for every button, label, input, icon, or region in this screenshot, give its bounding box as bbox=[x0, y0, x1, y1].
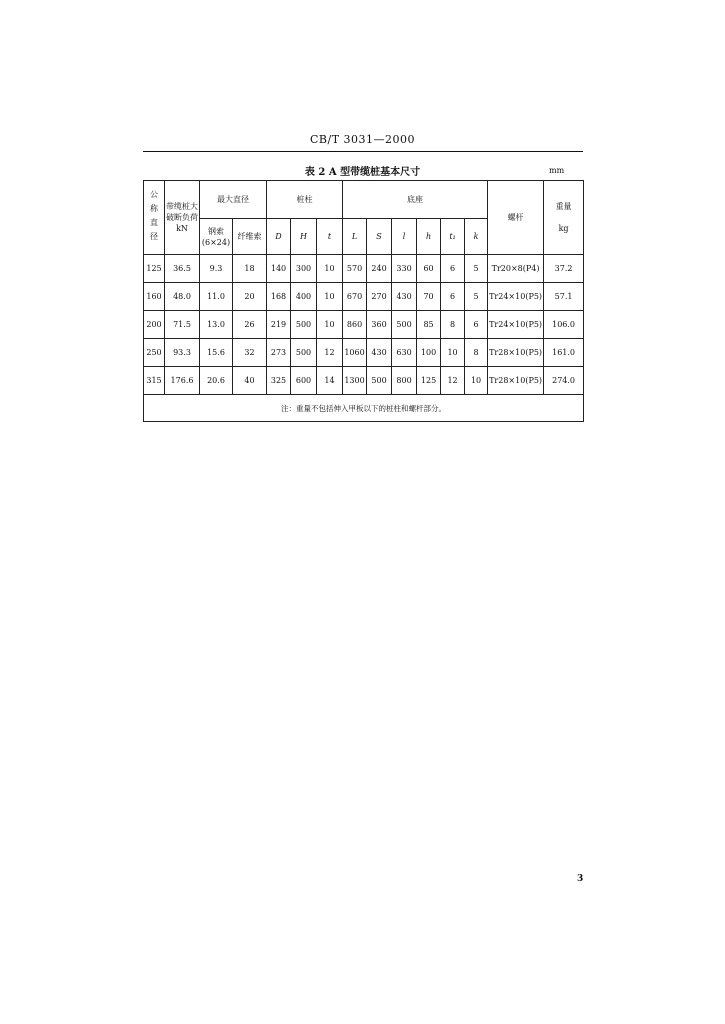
table-cell: 570 bbox=[343, 255, 367, 283]
table-cell: 430 bbox=[392, 283, 417, 311]
table-cell: 274.0 bbox=[544, 367, 584, 395]
table-cell: 325 bbox=[267, 367, 291, 395]
table-cell: 10 bbox=[465, 367, 488, 395]
table-cell: 315 bbox=[144, 367, 165, 395]
table-cell: 6 bbox=[441, 255, 465, 283]
header-base: 底座 bbox=[343, 181, 488, 219]
table-cell: 26 bbox=[233, 311, 267, 339]
table-cell: Tr28×10(P5) bbox=[488, 339, 544, 367]
table-cell: 500 bbox=[367, 367, 392, 395]
table-cell: 57.1 bbox=[544, 283, 584, 311]
table-cell: 360 bbox=[367, 311, 392, 339]
header-screw: 螺杆 bbox=[488, 181, 544, 255]
document-code: CB/T 3031—2000 bbox=[309, 133, 416, 146]
table-cell: 14 bbox=[317, 367, 343, 395]
table-cell: 40 bbox=[233, 367, 267, 395]
header-D: D bbox=[267, 219, 291, 255]
page-number: 3 bbox=[577, 874, 584, 884]
table-cell: 93.3 bbox=[165, 339, 200, 367]
table-cell: Tr24×10(P5) bbox=[488, 311, 544, 339]
table-row bbox=[144, 311, 584, 339]
table-cell: 270 bbox=[367, 283, 392, 311]
table-row bbox=[144, 367, 584, 395]
wire-rope-label: 钢索 bbox=[208, 226, 224, 236]
header-weight bbox=[544, 181, 584, 255]
table-cell: 20 bbox=[233, 283, 267, 311]
table-cell: 1060 bbox=[343, 339, 367, 367]
table-cell: 18 bbox=[233, 255, 267, 283]
table-cell: Tr20×8(P4) bbox=[488, 255, 544, 283]
table-row bbox=[144, 255, 584, 283]
table-cell: 36.5 bbox=[165, 255, 200, 283]
table-cell: 240 bbox=[367, 255, 392, 283]
table-row bbox=[144, 283, 584, 311]
header-nominal-diameter: 公称直径 bbox=[144, 181, 165, 255]
table-cell: 500 bbox=[291, 311, 317, 339]
table-caption: 表 2 A 型带缆桩基本尺寸 bbox=[304, 167, 421, 178]
table-cell: 168 bbox=[267, 283, 291, 311]
header-H: H bbox=[291, 219, 317, 255]
max-load-label: 带缆桩大破断负荷 bbox=[166, 202, 198, 222]
table-cell: 1300 bbox=[343, 367, 367, 395]
table-cell: 10 bbox=[317, 283, 343, 311]
wire-rope-spec: (6×24) bbox=[201, 237, 231, 247]
table-cell: 430 bbox=[367, 339, 392, 367]
table-cell: 140 bbox=[267, 255, 291, 283]
header-S: S bbox=[367, 219, 392, 255]
table-cell: 10 bbox=[317, 255, 343, 283]
table-cell: 330 bbox=[392, 255, 417, 283]
table-cell: 100 bbox=[417, 339, 441, 367]
table-cell: 200 bbox=[144, 311, 165, 339]
header-t1: t₁ bbox=[441, 219, 465, 255]
table-cell: 8 bbox=[465, 339, 488, 367]
table-cell: 71.5 bbox=[165, 311, 200, 339]
table-cell: 125 bbox=[144, 255, 165, 283]
table-cell: 500 bbox=[392, 311, 417, 339]
table-note: 注：重量不包括伸入甲板以下的桩柱和螺杆部分。 bbox=[144, 395, 584, 422]
table-cell: 70 bbox=[417, 283, 441, 311]
table-cell: 5 bbox=[465, 283, 488, 311]
table-cell: 600 bbox=[291, 367, 317, 395]
header-rule bbox=[143, 151, 583, 152]
table-cell: Tr28×10(P5) bbox=[488, 367, 544, 395]
header-wire-rope bbox=[200, 219, 233, 255]
header-L: L bbox=[343, 219, 367, 255]
table-row bbox=[144, 339, 584, 367]
table-cell: 13.0 bbox=[200, 311, 233, 339]
table-cell: 60 bbox=[417, 255, 441, 283]
table-cell: 10 bbox=[441, 339, 465, 367]
table-cell: 160 bbox=[144, 283, 165, 311]
table-cell: 6 bbox=[441, 283, 465, 311]
table-cell: 9.3 bbox=[200, 255, 233, 283]
header-post: 桩柱 bbox=[267, 181, 343, 219]
weight-unit: kg bbox=[558, 224, 569, 233]
table-cell: 860 bbox=[343, 311, 367, 339]
table-cell: 15.6 bbox=[200, 339, 233, 367]
table-cell: 8 bbox=[441, 311, 465, 339]
dimension-table bbox=[143, 180, 584, 422]
table-cell: 630 bbox=[392, 339, 417, 367]
table-cell: 300 bbox=[291, 255, 317, 283]
table-cell: 273 bbox=[267, 339, 291, 367]
header-t: t bbox=[317, 219, 343, 255]
header-h: h bbox=[417, 219, 441, 255]
table-cell: 48.0 bbox=[165, 283, 200, 311]
table-cell: 32 bbox=[233, 339, 267, 367]
table-cell: 250 bbox=[144, 339, 165, 367]
table-cell: 161.0 bbox=[544, 339, 584, 367]
table-cell: 125 bbox=[417, 367, 441, 395]
table-cell: 800 bbox=[392, 367, 417, 395]
table-cell: 5 bbox=[465, 255, 488, 283]
header-max-diameter: 最大直径 bbox=[200, 181, 267, 219]
table-cell: 6 bbox=[465, 311, 488, 339]
table-cell: 400 bbox=[291, 283, 317, 311]
table-cell: 670 bbox=[343, 283, 367, 311]
header-k: k bbox=[465, 219, 488, 255]
table-cell: 20.6 bbox=[200, 367, 233, 395]
table-cell: 37.2 bbox=[544, 255, 584, 283]
header-fiber-rope: 纤维索 bbox=[233, 219, 267, 255]
table-cell: 12 bbox=[317, 339, 343, 367]
table-cell: 85 bbox=[417, 311, 441, 339]
max-load-unit: kN bbox=[176, 224, 188, 233]
table-cell: 106.0 bbox=[544, 311, 584, 339]
table-cell: 11.0 bbox=[200, 283, 233, 311]
table-cell: 12 bbox=[441, 367, 465, 395]
header-max-load bbox=[165, 181, 200, 255]
unit-label: mm bbox=[549, 166, 565, 175]
table-cell: 500 bbox=[291, 339, 317, 367]
weight-label: 重量 bbox=[555, 202, 572, 211]
table-cell: 176.6 bbox=[165, 367, 200, 395]
table-cell: 10 bbox=[317, 311, 343, 339]
table-cell: Tr24×10(P5) bbox=[488, 283, 544, 311]
header-l: l bbox=[392, 219, 417, 255]
table-cell: 219 bbox=[267, 311, 291, 339]
